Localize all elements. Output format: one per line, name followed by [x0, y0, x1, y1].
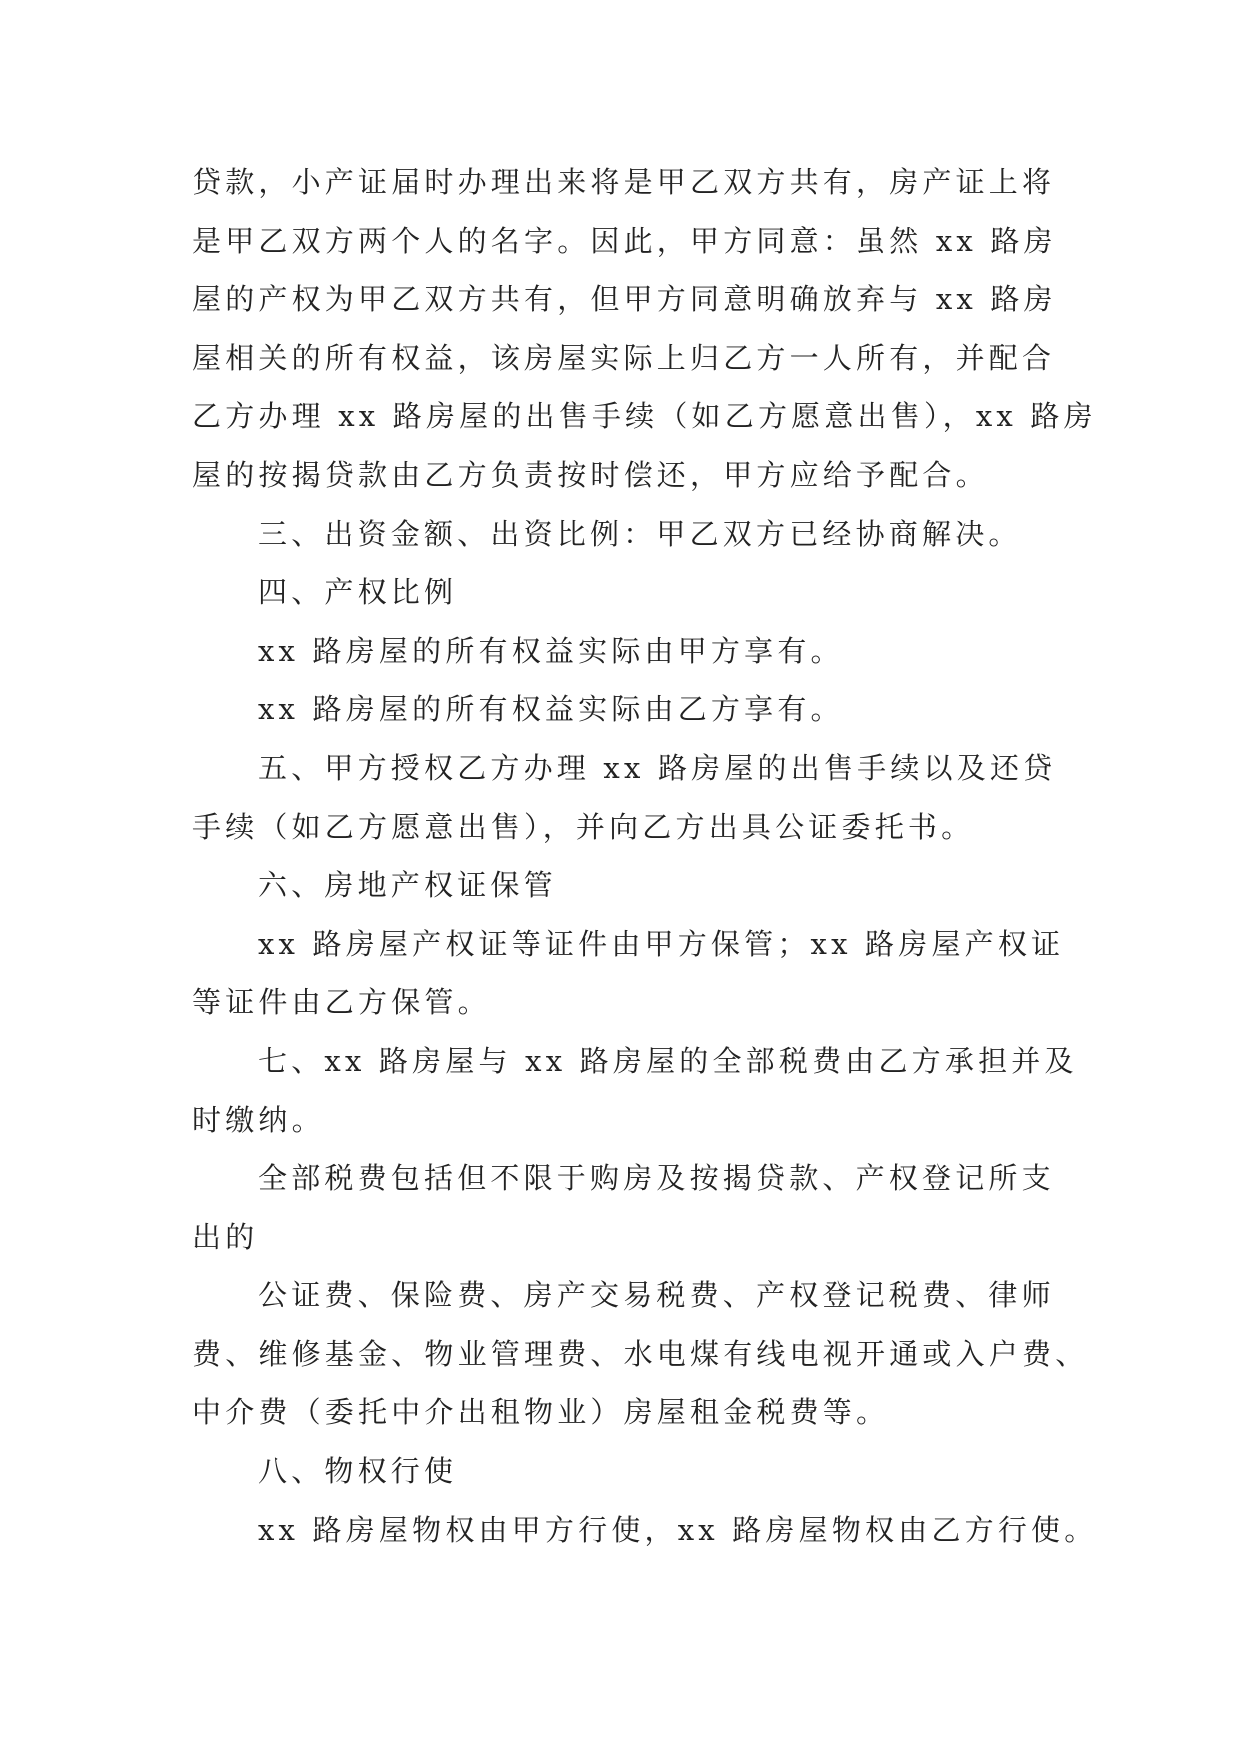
- text-line-10: xx 路房屋的所有权益实际由乙方享有。: [258, 692, 844, 727]
- text-line-14: xx 路房屋产权证等证件由甲方保管；xx 路房屋产权证: [258, 926, 1065, 961]
- section-heading-6: 六、房地产权证保管: [258, 868, 557, 903]
- section-heading-3: 三、出资金额、出资比例：甲乙双方已经协商解决。: [258, 516, 1022, 551]
- text-line-3: 屋的产权为甲乙双方共有，但甲方同意明确放弃与 xx 路房: [192, 282, 1057, 317]
- text-line-19: 出的: [192, 1219, 259, 1254]
- text-line-1: 贷款，小产证届时办理出来将是甲乙双方共有，房产证上将: [192, 165, 1056, 199]
- text-line-6: 屋的按揭贷款由乙方负责按时偿还，甲方应给予配合。: [192, 457, 989, 492]
- text-line-20: 公证费、保险费、房产交易税费、产权登记税费、律师: [258, 1278, 1055, 1313]
- text-line-24: xx 路房屋物权由甲方行使，xx 路房屋物权由乙方行使。: [258, 1512, 1098, 1547]
- text-line-17: 时缴纳。: [192, 1102, 325, 1137]
- section-heading-4: 四、产权比例: [258, 575, 458, 610]
- text-line-12: 手续（如乙方愿意出售），并向乙方出具公证委托书。: [192, 809, 975, 844]
- section-heading-7: 七、xx 路房屋与 xx 路房屋的全部税费由乙方承担并及: [258, 1043, 1078, 1078]
- text-line-9: xx 路房屋的所有权益实际由甲方享有。: [258, 633, 844, 668]
- document-body: [192, 153, 1098, 1559]
- text-line-4: 屋相关的所有权益，该房屋实际上归乙方一人所有，并配合: [192, 340, 1056, 375]
- text-line-5: 乙方办理 xx 路房屋的出售手续（如乙方愿意出售），xx 路房: [192, 399, 1097, 434]
- text-line-2: 是甲乙双方两个人的名字。因此，甲方同意：虽然 xx 路房: [192, 223, 1057, 258]
- text-line-22: 中介费（委托中介出租物业）房屋租金税费等。: [192, 1395, 890, 1430]
- text-line-18: 全部税费包括但不限于购房及按揭贷款、产权登记所支: [258, 1161, 1055, 1196]
- text-line-15: 等证件由乙方保管。: [192, 985, 491, 1020]
- section-heading-8: 八、物权行使: [258, 1454, 458, 1489]
- text-line-21: 费、维修基金、物业管理费、水电煤有线电视开通或入户费、: [192, 1336, 1089, 1371]
- section-heading-5: 五、甲方授权乙方办理 xx 路房屋的出售手续以及还贷: [258, 750, 1057, 785]
